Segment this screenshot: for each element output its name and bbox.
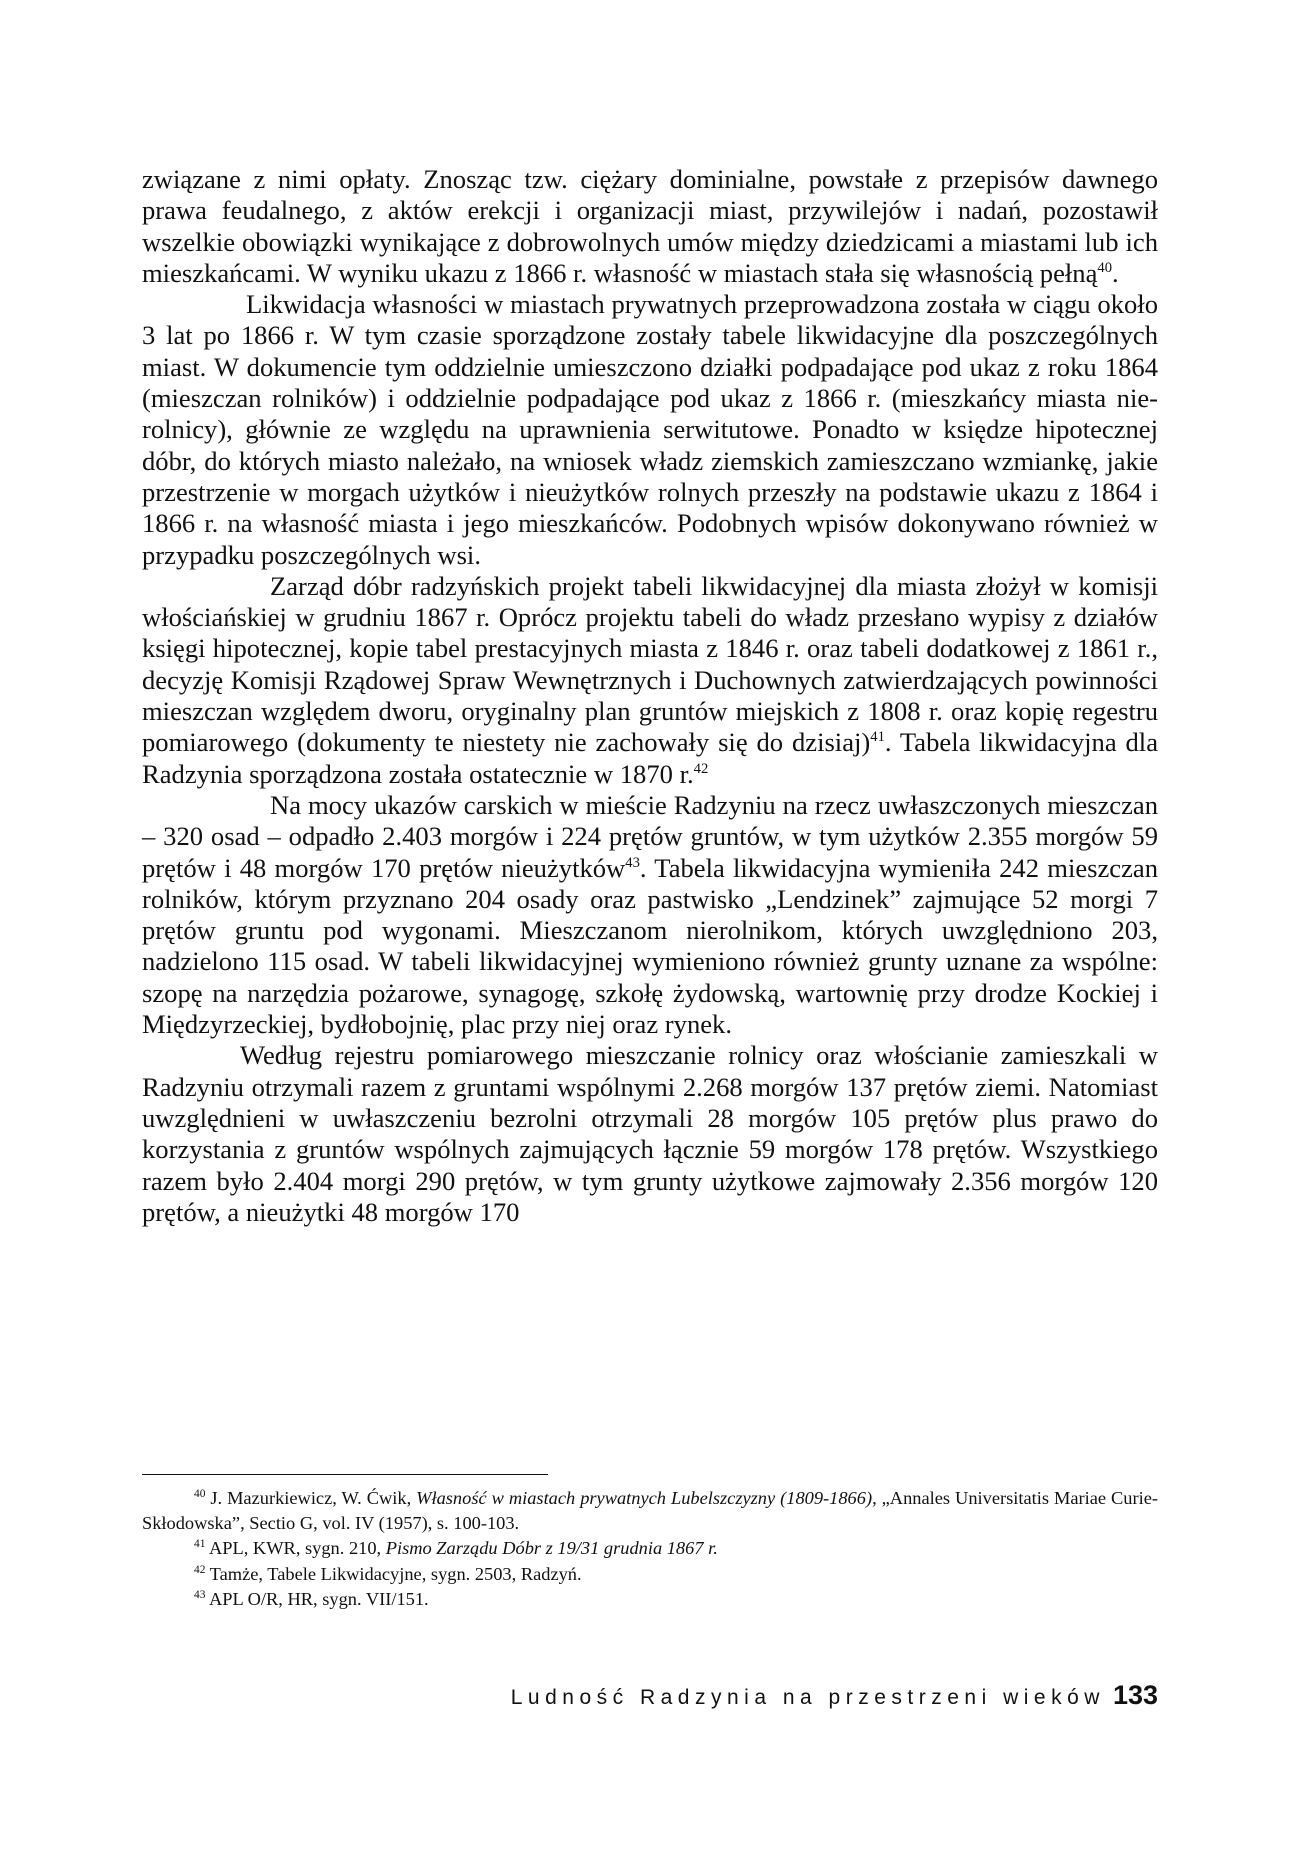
footnote-42: $^{42}$ Tamże, Tabele Likwidacyjne, sygn. 2503, Radzyń. [194, 1563, 582, 1584]
footnote-40: $^{40}$ J. Mazurkiewicz, W. Ćwik, Własność w miastach prywatnych Lubelszczyzny (1809-1866), „Annales Universitatis Mariae Curie-Skłodowska”, Sectio G, vol. IV (1957), s. 100-103. [142, 1487, 1159, 1534]
footnote-ref-42[interactable]: 42 [693, 760, 709, 777]
paragraph-4: Na mocy ukazów carskich w mieście Radzyniu na rzecz uwłaszczonych mieszczan – 320 osad – odpadło 2.403 morgów i 224 prętów gruntów, w tym użytków 2.355 morgów 59 prętów i 48 morgów 170 prętów nieużytków$^{43}$. Tabela likwidacyjna wymieniła 242 mieszczan rolników, którym przyznano 204 osady oraz pastwisko „Lendzinek” zajmujące 52 morgi 7 prętów gruntu pod wygonami. Mieszczanom nierolnikom, których uwzględniono 203, nadzielono 115 osad. W tabeli likwidacyjnej wymieniono również grunty uznane za wspólne: szopę na narzędzia pożarowe, synagogę, szkołę żydowską, wartownię przy drodze Kockiej i Międzyrzeckiej, bydłobojnię, plac przy niej oraz rynek. [142, 789, 1158, 1040]
footnote-ref-43[interactable]: 43 [625, 854, 640, 871]
page-number: 133 [1112, 1680, 1158, 1710]
paragraph-3: Zarząd dóbr radzyńskich projekt tabeli likwidacyjnej dla miasta złożył w komisji włościańskiej w grudniu 1867 r. Oprócz projektu tabeli do władz przesłano wypisy z działów księgi hipotecznej, kopie tabel prestacyjnych miasta z 1846 r. oraz tabeli dodatkowej z 1861 r., decyzję Komisji Rządowej Spraw Wewnętrznych i Duchownych zatwierdzających powinności mieszczan względem dworu, oryginalny plan gruntów miejskich z 1808 r. oraz kopię regestru pomiarowego (dokumenty te niestety nie zachowały się do dzisiaj)$^{41}$. Tabela likwidacyjna dla Radzynia sporządzona została ostatecznie w 1870 r.$^{42}$ [142, 570, 1158, 789]
paragraph-2: Likwidacja własności w miastach prywatnych przeprowadzona została w ciągu około 3 lat po 1866 r. W tym czasie sporządzone zostały tabele likwidacyjne dla poszczególnych miast. W dokumencie tym oddzielnie umieszczono działki podpadające pod ukaz z roku 1864 (mieszczan rolników) i oddzielnie podpadające pod ukaz z 1866 r. (mieszkańcy miasta nie-rolnicy), głównie ze względu na uprawnienia serwitutowe. Ponadto w księdze hipotecznej dóbr, do których miasto należało, na wniosek władz ziemskich zamieszczano wzmiankę, jakie przestrzenie w morgach użytków i nieużytków rolnych przeszły na podstawie ukazu z 1864 i 1866 r. na własność miasta i jego mieszkańców. Podobnych wpisów dokonywano również w przypadku poszczególnych wsi. [142, 289, 1158, 570]
paragraph-5: Według rejestru pomiarowego mieszczanie rolnicy oraz włościanie zamieszkali w Radzyniu otrzymali razem z gruntami wspólnymi 2.268 morgów 137 prętów ziemi. Natomiast uwzględnieni w uwłaszczeniu bezrolni otrzymali 28 morgów 105 prętów plus prawo do korzystania z gruntów wspólnych zajmujących łącznie 59 morgów 178 prętów. Wszystkiego razem było 2.404 morgi 290 prętów, w tym grunty użytkowe zajmowały 2.356 morgów 120 prętów, a nieużytki 48 morgów 170 [142, 1040, 1158, 1227]
footnote-ref-41[interactable]: 41 [870, 729, 885, 746]
footnote-separator [142, 1474, 548, 1475]
running-title: Ludność Radzynia na przestrzeni wieków [510, 1686, 1105, 1709]
paragraph-1: związane z nimi opłaty. Znosząc tzw. ciężary dominialne, powstałe z przepisów dawnego prawa feudalnego, z aktów erekcji i organizacji miast, przywilejów i nadań, pozostawił wszelkie obowiązki wynikające z dobrowolnych umów między dziedzicami a miastami lub ich mieszkańcami. W wyniku ukazu z 1866 r. własność w miastach stała się własnością pełną$^{40}$. [142, 164, 1158, 288]
footnote-ref-40[interactable]: 40 [1097, 260, 1113, 277]
page-footer [142, 1680, 1158, 1711]
footnote-41: $^{41}$ APL, KWR, sygn. 210, Pismo Zarządu Dóbr z 19/31 grudnia 1867 r. [194, 1538, 718, 1559]
footnote-43: $^{43}$ APL O/R, HR, sygn. VII/151. [194, 1588, 429, 1609]
footnotes [142, 1486, 1158, 1612]
